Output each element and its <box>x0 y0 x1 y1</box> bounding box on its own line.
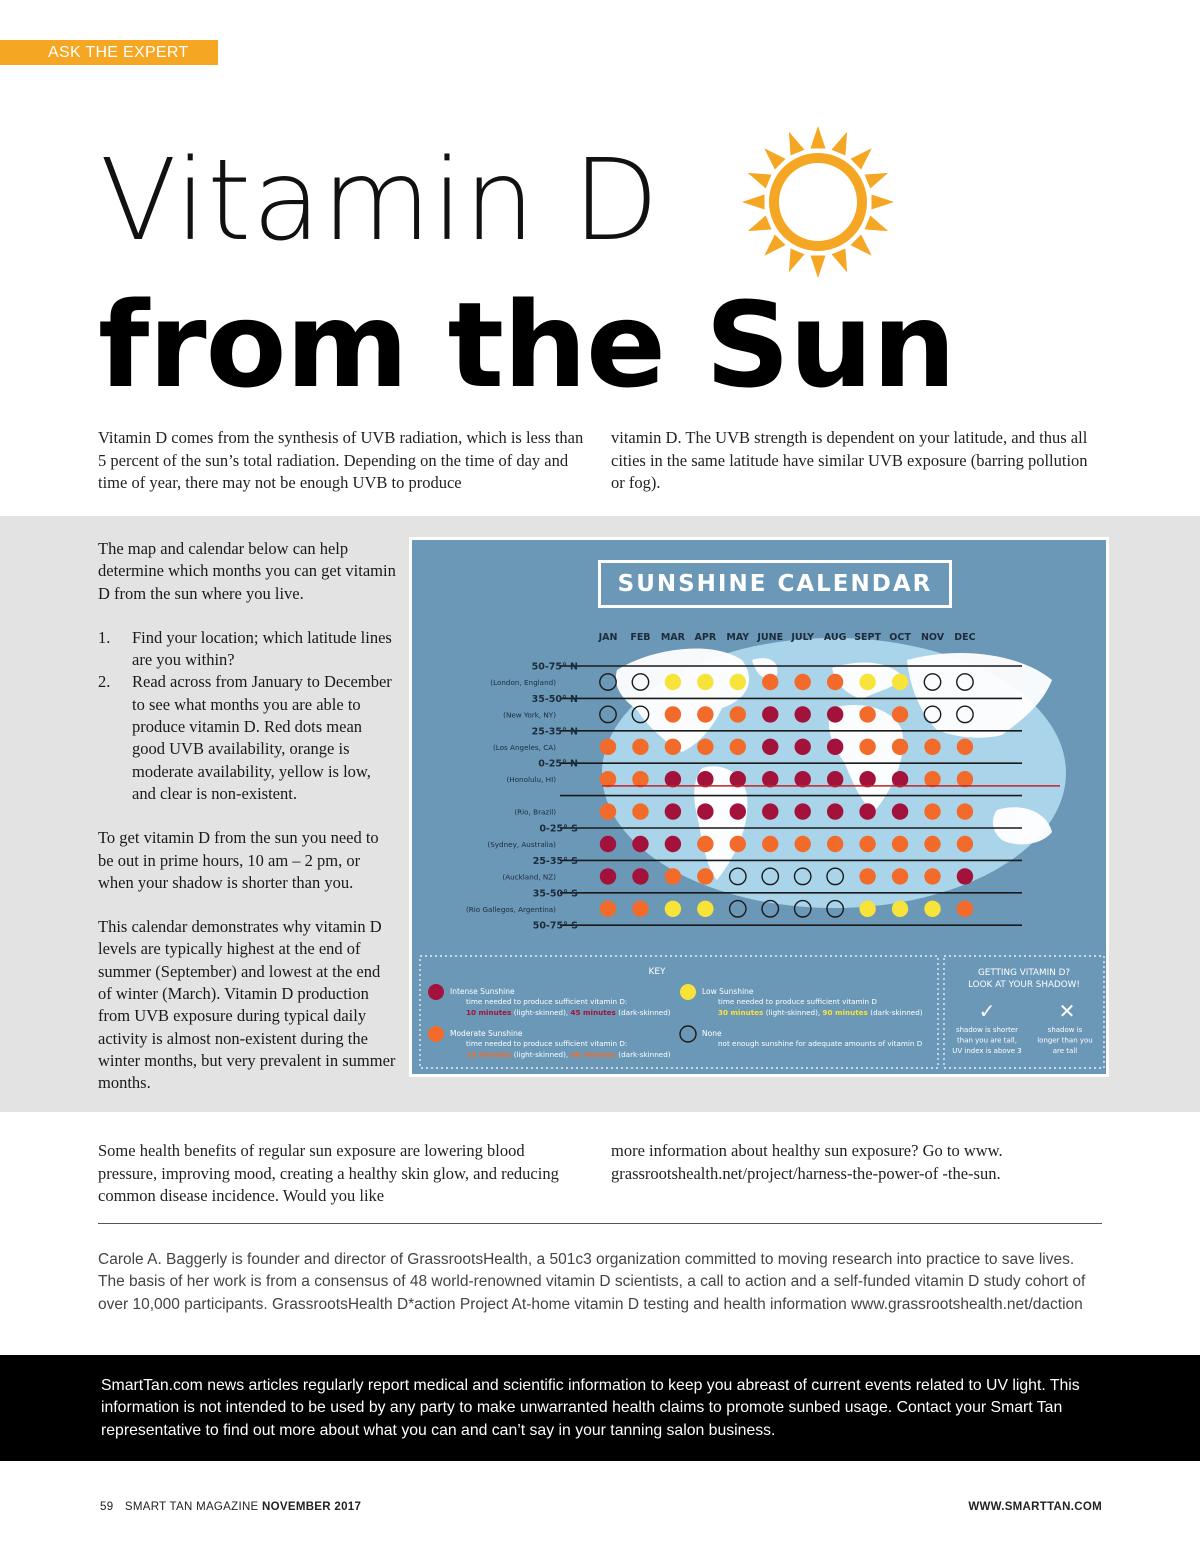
sunshine-dot-moderate <box>632 803 648 819</box>
sunshine-dot-intense <box>795 739 811 755</box>
sunshine-dot-moderate <box>632 739 648 755</box>
key-low-times: 30 minutes (light-skinned), 90 minutes (dark-skinned) <box>718 1008 923 1017</box>
city-label: (London, England) <box>490 678 556 687</box>
key-swatch <box>428 1026 444 1042</box>
sunshine-calendar <box>409 537 1109 1077</box>
sunshine-dot-moderate <box>795 836 811 852</box>
sunshine-dot-moderate <box>795 674 811 690</box>
latitude-label: 0-25° N <box>538 758 578 770</box>
sunshine-dot-moderate <box>859 706 875 722</box>
shadow-yes-text: shadow is shorter <box>955 1026 1019 1034</box>
latitude-label: 35-50° S <box>532 888 578 900</box>
sunshine-dot-none <box>600 706 616 722</box>
city-label: (Auckland, NZ) <box>502 872 556 882</box>
sunshine-dot-moderate <box>730 739 746 755</box>
sunshine-dot-moderate <box>924 771 940 787</box>
key-none-desc: not enough sunshine for adequate amounts of vitamin D <box>718 1039 923 1048</box>
city-label: (Rio, Brazil) <box>514 807 556 817</box>
page-number: 59 <box>100 1501 114 1513</box>
sunshine-dot-low <box>665 674 681 690</box>
key-heading: KEY <box>648 967 666 977</box>
sunshine-dot-moderate <box>600 739 616 755</box>
sunshine-calendar-graphic <box>412 540 1109 1077</box>
sunshine-dot-moderate <box>892 868 908 884</box>
sidebar-prime-hours: To get vitamin D from the sun you need to be out in prime hours, 10 am – 2 pm, or when your shadow is shorter than you. <box>98 828 379 892</box>
sunshine-dot-moderate <box>957 803 973 819</box>
sunshine-dot-low <box>892 674 908 690</box>
sunshine-dot-none <box>600 674 616 690</box>
sunshine-dot-low <box>697 901 713 917</box>
sunshine-dot-moderate <box>665 739 681 755</box>
headline-line-2: from the Sun <box>98 276 956 414</box>
sunshine-dot-moderate <box>892 739 908 755</box>
sidebar-text <box>98 538 398 1117</box>
key-low-desc: time needed to produce sufficient vitamin D <box>718 997 877 1006</box>
magazine-name: SMART TAN MAGAZINE <box>124 1501 259 1513</box>
sun-icon <box>738 122 898 282</box>
sunshine-dot-intense <box>795 803 811 819</box>
sunshine-dot-low <box>859 901 875 917</box>
sunshine-dot-moderate <box>924 803 940 819</box>
divider <box>98 1223 1102 1224</box>
sunshine-dot-intense <box>665 803 681 819</box>
key-swatch <box>680 984 696 1000</box>
shadow-yes-text: than you are tall, <box>957 1036 1017 1045</box>
sunshine-dot-moderate <box>665 706 681 722</box>
sunshine-dot-moderate <box>957 739 973 755</box>
sunshine-dot-intense <box>795 706 811 722</box>
sunshine-dot-moderate <box>600 901 616 917</box>
key-intense-name: Intense Sunshine <box>450 987 515 996</box>
calendar-title: SUNSHINE CALENDAR <box>598 560 952 608</box>
month-label: JAN <box>598 632 618 643</box>
sunshine-dot-intense <box>762 739 778 755</box>
key-swatch <box>680 1026 696 1042</box>
key-moderate-desc: time needed to produce sufficient vitamin D: <box>466 1039 628 1048</box>
sunshine-dot-moderate <box>600 771 616 787</box>
sunshine-dot-intense <box>827 706 843 722</box>
month-label: JULY <box>791 632 815 643</box>
sunshine-dot-intense <box>795 771 811 787</box>
sunshine-dot-intense <box>827 771 843 787</box>
sunshine-dot-intense <box>859 771 875 787</box>
sunshine-dot-moderate <box>859 868 875 884</box>
sunshine-dot-intense <box>697 771 713 787</box>
sunshine-dot-moderate <box>665 868 681 884</box>
sunshine-dot-low <box>859 674 875 690</box>
sunshine-dot-moderate <box>697 836 713 852</box>
shadow-heading: LOOK AT YOUR SHADOW! <box>968 980 1080 990</box>
sunshine-dot-moderate <box>762 836 778 852</box>
sunshine-dot-intense <box>697 803 713 819</box>
sidebar-intro: The map and calendar below can help determine which months you can get vitamin D from the sun where you live. <box>98 539 396 603</box>
disclaimer-banner <box>0 1355 1200 1461</box>
sunshine-dot-moderate <box>697 706 713 722</box>
closing-column-1: Some health benefits of regular sun exposure are lowering blood pressure, improving mood, creating a healthy skin glow, and reducing common disease incidence. Would you like <box>98 1141 559 1205</box>
sunshine-dot-moderate <box>859 836 875 852</box>
closing-column-2: more information about healthy sun exposure? Go to www. grassrootshealth.net/project/harness-the-power-of -the-sun. <box>611 1141 1003 1183</box>
latitude-label: 50-75° S <box>532 920 578 932</box>
sunshine-dot-moderate <box>697 739 713 755</box>
sunshine-dot-moderate <box>892 836 908 852</box>
key-none-name: None <box>702 1029 722 1038</box>
sunshine-dot-intense <box>665 836 681 852</box>
sunshine-dot-low <box>665 901 681 917</box>
month-label: SEPT <box>854 632 881 643</box>
latitude-label: 0-25° S <box>539 823 578 835</box>
sunshine-dot-moderate <box>730 836 746 852</box>
city-label: (Sydney, Australia) <box>487 840 556 849</box>
sunshine-dot-intense <box>762 771 778 787</box>
key-moderate-times: 15 minutes (light-skinned), 60 minutes (dark-skinned) <box>466 1050 671 1059</box>
city-label: (Los Angeles, CA) <box>492 742 556 752</box>
sunshine-dot-intense <box>600 868 616 884</box>
sunshine-dot-low <box>924 901 940 917</box>
city-label: (Honolulu, HI) <box>506 775 556 785</box>
key-intense-times: 10 minutes (light-skinned), 45 minutes (dark-skinned) <box>466 1008 671 1017</box>
sunshine-dot-moderate <box>827 674 843 690</box>
sunshine-dot-low <box>697 674 713 690</box>
month-label: APR <box>694 632 717 643</box>
city-label: (Rio Gallegos, Argentina) <box>465 904 556 914</box>
sunshine-dot-moderate <box>730 706 746 722</box>
sunshine-dot-none <box>730 901 746 917</box>
sunshine-dot-intense <box>600 836 616 852</box>
footer-folio <box>100 1501 361 1513</box>
month-label: FEB <box>630 632 651 643</box>
author-bio: Carole A. Baggerly is founder and director of GrassrootsHealth, a 501c3 organization committed to moving research into practice to save lives. The basis of her work is from a consensus of 48 world-renowned vitamin D scientists, a call to action and a self-funded vitamin D study cohort of over 10,000 participants. GrassrootsHealth D*action Project At-home vitamin D testing and health information www.grassrootshealth.net/daction <box>98 1251 1086 1313</box>
sunshine-dot-moderate <box>697 868 713 884</box>
disclaimer-text: SmartTan.com news articles regularly report medical and scientific information to keep you abreast of current events related to UV light. This information is not intended to be used by any party to make unwarranted health claims to promote sunbed usage. Contact your Smart Tan representative to find out more about what you can and can’t say in your tanning salon business. <box>101 1377 1080 1439</box>
month-label: DEC <box>954 632 976 643</box>
latitude-label: 25-35° S <box>532 855 578 867</box>
sunshine-dot-intense <box>827 739 843 755</box>
month-label: JUNE <box>757 632 784 643</box>
shadow-heading: GETTING VITAMIN D? <box>977 968 1071 978</box>
sunshine-dot-intense <box>665 771 681 787</box>
month-label: MAR <box>660 632 685 643</box>
sunshine-dot-intense <box>632 836 648 852</box>
shadow-no-text: longer than you <box>1037 1036 1093 1045</box>
month-label: AUG <box>823 632 847 643</box>
sunshine-dot-moderate <box>957 836 973 852</box>
key-low-name: Low Sunshine <box>702 987 754 996</box>
cross-icon: ✕ <box>1058 999 1076 1023</box>
sidebar-seasonal-note: This calendar demonstrates why vitamin D levels are typically highest at the end of summer (September) and lowest at the end of winter (March). Vitamin D production from UVB exposure during typical daily activity is almost non-existent during the winter months, but very prevalent in summer months. <box>98 917 396 1093</box>
month-label: OCT <box>889 632 911 643</box>
shadow-no-text: are tall <box>1052 1047 1078 1055</box>
city-label: (New York, NY) <box>503 710 556 720</box>
month-label: NOV <box>920 632 945 643</box>
key-intense-desc: time needed to produce sufficient vitamin D: <box>466 997 628 1006</box>
steps-list <box>98 627 398 805</box>
sunshine-dot-moderate <box>924 868 940 884</box>
sunshine-dot-intense <box>892 803 908 819</box>
latitude-label: 25-35° N <box>531 726 578 738</box>
sunshine-dot-moderate <box>632 771 648 787</box>
sunshine-dot-low <box>730 674 746 690</box>
sunshine-dot-moderate <box>957 771 973 787</box>
shadow-no-text: shadow is <box>1047 1026 1083 1034</box>
sunshine-dot-low <box>892 901 908 917</box>
sunshine-dot-intense <box>827 803 843 819</box>
sunshine-dot-intense <box>730 803 746 819</box>
sunshine-dot-moderate <box>892 706 908 722</box>
sunshine-dot-moderate <box>859 739 875 755</box>
sunshine-dot-intense <box>859 803 875 819</box>
intro-column-1: Vitamin D comes from the synthesis of UVB radiation, which is less than 5 percent of the sun’s total radiation. Depending on the time of day and time of year, there may not be enough UVB to produce <box>98 428 584 492</box>
sunshine-dot-moderate <box>632 901 648 917</box>
sunshine-dot-moderate <box>762 674 778 690</box>
check-icon: ✓ <box>978 999 996 1023</box>
sunshine-dot-intense <box>632 868 648 884</box>
sunshine-dot-moderate <box>924 739 940 755</box>
sunshine-dot-intense <box>730 771 746 787</box>
issue-date: NOVEMBER 2017 <box>262 1501 362 1513</box>
headline-line-1: Vitamin D <box>100 136 660 266</box>
list-item: 1. Find your location; which latitude lines are you within? <box>98 627 392 670</box>
intro-column-2: vitamin D. The UVB strength is dependent on your latitude, and thus all cities in the same latitude have similar UVB exposure (barring pollution or fog). <box>611 428 1088 492</box>
sunshine-dot-intense <box>892 771 908 787</box>
key-swatch <box>428 984 444 1000</box>
shadow-yes-text: UV index is above 3 <box>952 1047 1022 1055</box>
section-tag: ASK THE EXPERT <box>0 40 218 65</box>
sunshine-dot-moderate <box>600 803 616 819</box>
list-item: 2. Read across from January to December to see what months you are able to produce vitamin D. Red dots mean good UVB availability, orange is moderate availability, yellow is low, and clear is non-existent. <box>98 672 392 803</box>
sunshine-dot-none <box>762 901 778 917</box>
key-moderate-name: Moderate Sunshine <box>450 1029 523 1038</box>
sunshine-dot-intense <box>762 803 778 819</box>
latitude-label: 50-75° N <box>531 661 578 673</box>
sunshine-dot-moderate <box>924 836 940 852</box>
sunshine-dot-intense <box>762 706 778 722</box>
footer-website: WWW.SMARTTAN.COM <box>968 1501 1102 1513</box>
sunshine-dot-moderate <box>957 901 973 917</box>
sunshine-dot-intense <box>957 868 973 884</box>
sunshine-dot-moderate <box>827 836 843 852</box>
latitude-label: 35-50° N <box>531 693 578 705</box>
month-label: MAY <box>726 632 750 643</box>
